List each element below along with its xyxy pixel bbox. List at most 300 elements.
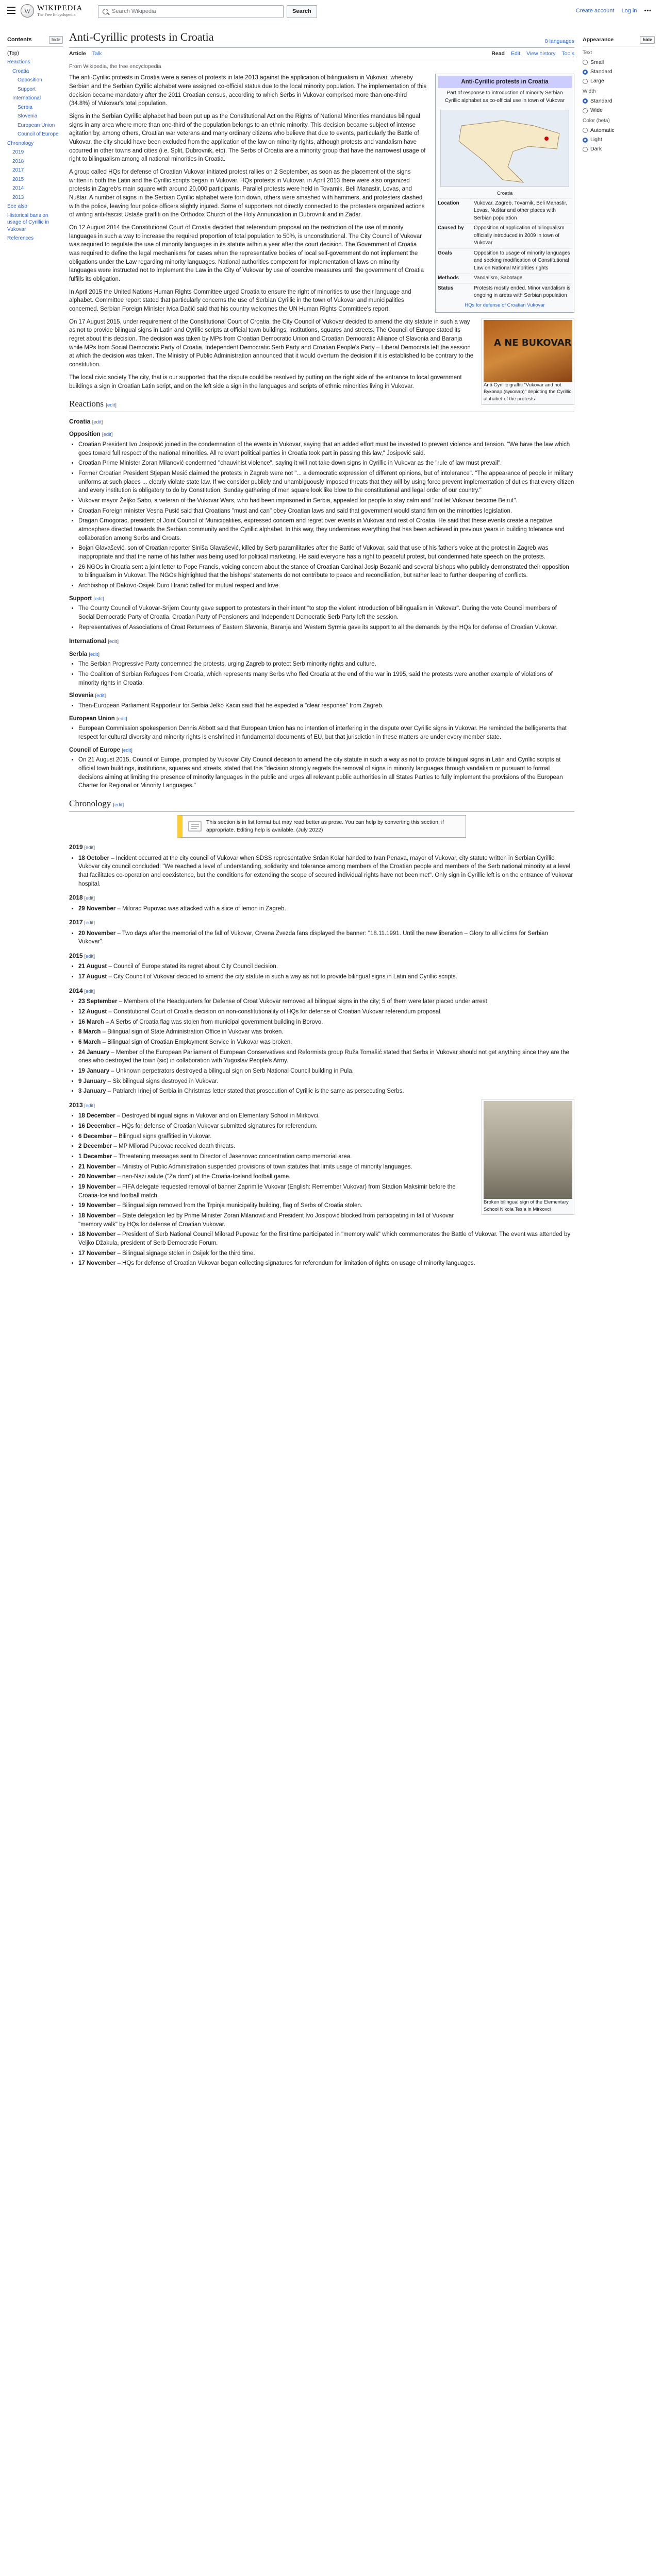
serbia-heading: Serbia [edit] bbox=[69, 651, 100, 657]
toc-item[interactable]: Chronology bbox=[7, 140, 34, 146]
serbia-heading-text: Serbia bbox=[69, 651, 88, 657]
infobox-value: Vukovar, Zagreb, Tovarnik, Beli Manastir, Lovas, Nuštar and other places with Serbian population bbox=[474, 200, 568, 221]
event-date: 20 November bbox=[78, 930, 116, 937]
eu-list bbox=[78, 724, 574, 741]
event-item bbox=[78, 997, 574, 1006]
top-bar bbox=[0, 0, 662, 23]
event-item bbox=[78, 1087, 574, 1096]
edit-link[interactable]: edit bbox=[118, 716, 126, 722]
international-heading-text: International bbox=[69, 637, 107, 645]
option-label: Dark bbox=[590, 146, 602, 152]
list-item: • 26 NGOs in Croatia sent a joint letter to Pope Francis, voicing concern about the stance of Croatian Cardinal Josip Bozanić and several bishops who publicly demonstrated their opposition to bilingualism in Vukovar. The NGOs highlighted that the bishops' statements do not contribute to peace and reconciliation, but rather lead to further deepening of conflicts. bbox=[78, 563, 574, 580]
event-text: Bilingual signs graffitied in Vukovar. bbox=[119, 1133, 212, 1140]
tab-view-history[interactable]: View history bbox=[526, 50, 556, 57]
event-text: Threatening messages sent to Director of Jasenovac concentration camp memorial area. bbox=[118, 1153, 352, 1160]
infobox-subtitle: Part of response to introduction of minority Serbian Cyrillic alphabet as co-official use in town of Vukovar bbox=[444, 90, 565, 104]
toc-item[interactable]: Reactions bbox=[7, 59, 30, 65]
event-text: FIFA delegate requested removal of banner Zaprimite Vukovar (English: Remember Vukovar) from Stadion Maksimir before the Croatia-Iceland football match. bbox=[78, 1184, 456, 1199]
list-item: • Archbishop of Đakovo-Osijek Đuro Hranić called for mutual respect and love. bbox=[78, 582, 574, 590]
event-text: Constitutional Court of Croatia decision on non-constitutionality of HQs for defense of Croatian Vukovar referendum proposal. bbox=[113, 1008, 442, 1015]
appearance-option[interactable] bbox=[583, 145, 655, 153]
event-date: 16 December bbox=[78, 1123, 115, 1129]
infobox-value: Opposition of application of bilingualism officially introduced in 2009 in town of Vukovar bbox=[474, 225, 565, 246]
tab-talk[interactable]: Talk bbox=[92, 50, 102, 57]
event-text: Bilingual signage stolen in Osijek for the third time. bbox=[122, 1250, 255, 1257]
chronology-heading-text: Chronology bbox=[69, 799, 111, 809]
appearance-option[interactable] bbox=[583, 77, 655, 85]
color-label: Color (beta) bbox=[583, 118, 610, 124]
event-item bbox=[78, 905, 574, 913]
event-text: State delegation led by Prime Minister Zoran Milanović and President Ivo Josipović blocked from participating in fall of Vukovar "memory walk" by HQs for defense of Croatian Vukovar. bbox=[78, 1213, 454, 1228]
language-selector[interactable]: 8 languages bbox=[544, 38, 574, 44]
event-item bbox=[78, 1018, 574, 1027]
width-options bbox=[583, 97, 655, 114]
event-separator: – bbox=[115, 1184, 123, 1190]
croatia-heading-text: Croatia bbox=[69, 417, 91, 425]
international-heading: International [edit] bbox=[69, 637, 119, 645]
chronology-heading: Chronology [edit] bbox=[69, 798, 574, 812]
logo-wordmark: WIKIPEDIA bbox=[37, 4, 83, 12]
event-item bbox=[78, 1077, 574, 1086]
event-date: 19 January bbox=[78, 1067, 110, 1074]
page-title bbox=[69, 29, 574, 48]
event-text: Two days after the memorial of the fall of Vukovar, Crvena Zvezda fans displayed the banner: "18.11.1991. Until the new liberation – Glory to all victims for Serbian Vukovar". bbox=[78, 930, 548, 945]
event-separator: – bbox=[112, 1143, 119, 1150]
coe-heading: Council of Europe [edit] bbox=[69, 747, 133, 753]
event-date: 20 November bbox=[78, 1174, 116, 1180]
appearance-hide-button[interactable]: hide bbox=[640, 36, 655, 44]
more-options-icon[interactable]: ••• bbox=[644, 8, 652, 14]
appearance-option[interactable] bbox=[583, 68, 655, 76]
event-text: Bilingual sign of State Administration Office in Vukovar was broken. bbox=[107, 1029, 284, 1036]
year-heading bbox=[69, 893, 574, 902]
event-separator: – bbox=[115, 1213, 123, 1219]
width-label: Width bbox=[583, 89, 596, 95]
year-heading bbox=[69, 952, 574, 960]
event-separator: – bbox=[104, 1019, 111, 1025]
event-date: 19 November bbox=[78, 1202, 116, 1209]
croatia-map-image bbox=[441, 110, 570, 188]
event-date: 24 January bbox=[78, 1049, 110, 1056]
event-separator: – bbox=[106, 1078, 113, 1084]
event-separator: – bbox=[112, 1153, 119, 1160]
event-date: 6 March bbox=[78, 1039, 101, 1045]
infobox-title: Anti-Cyrillic protests in Croatia bbox=[438, 76, 572, 88]
edit-link[interactable]: edit bbox=[85, 920, 94, 926]
list-item: • Vukovar mayor Željko Sabo, a veteran of the Vukovar Wars, who had been imprisoned in Serbia, appealed for people to stay calm and "not let Vukovar become Beirut". bbox=[78, 497, 574, 505]
radio-icon bbox=[583, 98, 588, 104]
support-heading-text: Support bbox=[69, 595, 92, 602]
event-text: Ministry of Public Administration suspended provisions of town statutes that limits usage of minority languages. bbox=[122, 1163, 412, 1170]
event-text: Incident occurred at the city council of Vukovar when SDSS representative Srđan Kolar handed to Ivan Penava, mayor of Vukovar, city statute written in Serbian Cyrillic. Vukovar city council concluded: "We reached a level of understanding, solidarity and tolerance among members of the Croatian people and members of the Serb national minority at a level that facilitates co-operation and coexistence, but the conditions for extending the scope of secured individual rights have not been met". Only sign in Cyrillic left is on the entrance of Vukovar hospital. bbox=[78, 855, 573, 887]
event-date: 19 November bbox=[78, 1184, 116, 1190]
toc-item[interactable]: 2019 bbox=[12, 149, 24, 156]
option-label: Wide bbox=[590, 107, 603, 114]
event-text: City Council of Vukovar decided to amend the city statute in such a way as not to provide bilingual signs in Latin and Cyrillic scripts. bbox=[113, 974, 457, 980]
event-separator: – bbox=[115, 1113, 122, 1120]
slovenia-heading: Slovenia [edit] bbox=[69, 692, 106, 699]
edit-link[interactable]: edit bbox=[94, 596, 103, 602]
search-input[interactable] bbox=[98, 5, 284, 18]
appearance-option[interactable] bbox=[583, 59, 655, 66]
infobox-key: Methods bbox=[438, 275, 459, 281]
broken-sign-photo[interactable] bbox=[484, 1101, 572, 1199]
support-heading: Support [edit] bbox=[69, 595, 104, 602]
infobox-row bbox=[438, 198, 572, 224]
appearance-option[interactable] bbox=[583, 107, 655, 114]
croatia-heading: Croatia [edit] bbox=[69, 417, 103, 425]
radio-icon bbox=[583, 147, 588, 152]
infobox-key: Status bbox=[438, 285, 454, 291]
event-text: A Serbs of Croatia flag was stolen from municipal government building in Borovo. bbox=[110, 1019, 323, 1025]
event-text: Bilingual sign of Croatian Employment Service in Vukovar was broken. bbox=[107, 1039, 292, 1045]
event-text: Members of the Headquarters for Defense of Croat Vukovar removed all bilingual signs in the city; 5 of them were later placed under arrest. bbox=[124, 998, 489, 1005]
event-separator: – bbox=[115, 1202, 123, 1209]
location-map[interactable] bbox=[440, 110, 569, 187]
edit-link[interactable]: edit bbox=[85, 895, 94, 902]
list-item: • The County Council of Vukovar-Srijem County gave support to protesters in their intent "to stop the violent introduction of bilingualism in Vukovar". During the vote Council members of Social Democratic Party of Croatia, Croatian Party of Pensioners and Independent Democratic Serb Party left the session. bbox=[78, 604, 574, 621]
radio-icon bbox=[583, 138, 588, 143]
event-text: HQs for defense of Croatian Vukovar began collecting signatures for referendum for limitation of rights on usage of minority languages. bbox=[122, 1260, 475, 1267]
infobox-caption[interactable]: HQs for defense of Croatian Vukovar bbox=[465, 302, 545, 308]
opposition-heading-text: Opposition bbox=[69, 431, 101, 438]
event-separator: – bbox=[107, 974, 113, 980]
event-item bbox=[78, 1230, 574, 1247]
year-heading-text: 2019 bbox=[69, 843, 83, 851]
toc-item[interactable]: 2018 bbox=[12, 158, 24, 164]
graffiti-figure bbox=[482, 318, 574, 405]
appearance-option[interactable] bbox=[583, 127, 655, 134]
list-item: • Croatian Prime Minister Zoran Milanović condemned "chauvinist violence", saying it will not take down signs in Cyrillic in Vukovar as the "rule of law must prevail". bbox=[78, 459, 574, 468]
event-date: 21 August bbox=[78, 963, 107, 970]
toc-item[interactable]: 2014 bbox=[12, 185, 24, 192]
toc-item[interactable]: See also bbox=[7, 204, 27, 210]
wikipedia-logo[interactable] bbox=[21, 4, 82, 18]
event-item bbox=[78, 1259, 574, 1268]
appearance-panel bbox=[583, 36, 655, 155]
infobox bbox=[435, 74, 574, 312]
year-events bbox=[78, 929, 574, 946]
event-separator: – bbox=[101, 1029, 108, 1036]
year-heading bbox=[69, 987, 574, 995]
toc-item[interactable]: 2013 bbox=[12, 194, 24, 200]
event-date: 12 August bbox=[78, 1008, 107, 1015]
list-item: • Bojan Glavašević, son of Croatian reporter Siniša Glavašević, killed by Serb paramilitaries after the Battle of Vukovar, said that use of his father's voice at the protest in Zagreb was inappropriate and that the name of his father was being used for political marketing. He said everyone has a right to peaceful protest, but condemned hate speech on the protests. bbox=[78, 544, 574, 561]
infobox-key: Caused by bbox=[438, 225, 464, 231]
tab-read[interactable]: Read bbox=[491, 50, 505, 57]
event-text: Council of Europe stated its regret about City Council decision. bbox=[113, 963, 278, 970]
toc-hide-button[interactable]: hide bbox=[49, 36, 63, 44]
text-size-options bbox=[583, 59, 655, 86]
globe-icon bbox=[21, 4, 34, 18]
event-text: Patriarch Irinej of Serbia in Christmas letter stated that prosecution of Cyrillic is the same as persecuting Serbs. bbox=[112, 1088, 404, 1095]
slovenia-list bbox=[78, 702, 574, 710]
graffiti-caption: Anti-Cyrillic graffiti "Vukovar and not Вуковар (вуковар)" depicting the Cyrillic alphabet of the protests bbox=[484, 382, 572, 402]
event-item bbox=[78, 973, 574, 981]
edit-link[interactable]: edit bbox=[85, 954, 94, 960]
intro-paragraph-4: On 12 August 2014 the Constitutional Court of Croatia decided that referendum proposal on the restriction of the use of minority languages in such a way to increase the required proportion of total population to 50%, is unconstitutional. The City Council of Vukovar was required to regulate the use of minority languages in its statute within a year after the court decision. The Government of Croatia was required to define the legal mechanisms for cases when the representative bodies of local self-government do not implement the obligations under the Law regarding minority languages. National authorities competent for implementation of laws on minority languages were instructed not to implement the Law in the City of Vukovar by use of coercive measures until the government of Croatia fulfills its obligation. bbox=[69, 225, 424, 283]
create-account-link[interactable]: Create account bbox=[575, 8, 615, 14]
list-item: • On 21 August 2015, Council of Europe, prompted by Vukovar City Council decision to amend the city statute in such a way as not to provide bilingual signs in Latin and Cyrillic scripts at official town buildings, institutions, squares and streets, stated that this "decision strongly regrets the removal of signs in minority languages through vandalism or pursuant to formal decisions aiming at limiting the presence of minority languages in the public and urges all relevant public authorities in all States Parties to fully implement the provisions of the European Charter for Regional or Minority Languages." bbox=[78, 756, 574, 790]
year-heading bbox=[69, 843, 574, 852]
event-date: 3 January bbox=[78, 1088, 106, 1095]
list-item: • The Serbian Progressive Party condemned the protests, urging Zagreb to protect Serb minority rights and culture. bbox=[78, 660, 574, 669]
tab-edit[interactable]: Edit bbox=[510, 50, 521, 57]
list-item: • Former Croatian President Stjepan Mesić claimed the protests in Zagreb were not "... a democratic expression of different opinions, but of intolerance". "The appearance of people in military uniforms at such places ... clearly violate state law. If we consider publicly and unambiguously imposed threats that they will by using force prevent implementation of duties that every citizen and every institution is obligatory to do by Constitution, Sunday gathering of men square look like blow to the constitutional and legal order of our country." bbox=[78, 469, 574, 495]
year-events bbox=[78, 905, 574, 913]
radio-icon bbox=[583, 60, 588, 65]
event-separator: – bbox=[109, 1067, 116, 1074]
intro-paragraph-2: Signs in the Serbian Cyrillic alphabet had been put up as the Constitutional Act on the Rights of National Minorities mandates bilingual signs in any area where more than one-third of the population belongs to an ethnic minority. This decision became subject of intense agitation by, among others, Croatian war veterans and many ordinary citizens who believe that due to events, particularly the Battle of Vukovar, the city should have been excluded from the application of the law on minority rights, although protests and vandalism have occurred in other towns and cities (i.e. Split, Dubrovnik, etc). The Serbs of Croatia are a minority group that have the narrowest usage of right to bilingualism among all national minorities in Croatia. bbox=[69, 113, 426, 163]
event-item bbox=[78, 1048, 574, 1065]
event-separator: – bbox=[115, 905, 123, 912]
infobox-key: Location bbox=[438, 200, 459, 206]
edit-section: [edit] bbox=[82, 988, 95, 994]
event-text: HQs for defense of Croatian Vukovar submitted signatures for referendum. bbox=[122, 1123, 318, 1129]
toc-item[interactable]: References bbox=[7, 235, 34, 242]
year-events bbox=[78, 997, 574, 1096]
year-events bbox=[78, 854, 574, 889]
event-separator: – bbox=[107, 963, 113, 970]
edit-link[interactable]: edit bbox=[85, 845, 94, 851]
from-wikipedia: From Wikipedia, the free encyclopedia bbox=[69, 63, 161, 70]
page-title-text: Anti-Cyrillic protests in Croatia bbox=[69, 30, 214, 43]
event-item bbox=[78, 929, 574, 946]
event-text: neo-Nazi salute ("Za dom") at the Croatia-Iceland football game. bbox=[122, 1174, 291, 1180]
event-text: Unknown perpetrators destroyed a bilingual sign on Serb National Council building in Pula. bbox=[115, 1067, 354, 1074]
option-label: Large bbox=[590, 78, 604, 84]
list-item: • Croatian President Ivo Josipović joined in the condemnation of the events in Vukovar, saying that an added effort must be invested to prevent violence and tension. "We have the law which goes toward full respect of the national minorities. All relevant political parties in Croatia took part in passing this law," Josipović said. bbox=[78, 440, 574, 457]
event-text: MP Milorad Pupovac received death threats. bbox=[119, 1143, 236, 1150]
event-separator: – bbox=[115, 1174, 123, 1180]
graffiti-photo[interactable] bbox=[484, 320, 572, 382]
vukovar-marker bbox=[544, 137, 549, 141]
event-separator: – bbox=[115, 1163, 123, 1170]
list-item: • Then-European Parliament Rapporteur for Serbia Jelko Kacin said that he expected a "clear response" from Zagreb. bbox=[78, 702, 574, 710]
event-text: President of Serb National Council Milorad Pupovac for the first time participated in "memory walk" which commemorates the Battle of Vukovar. The event was attended by Veljko Džakula, president of Serb Democratic Forum. bbox=[78, 1231, 571, 1247]
edit-link[interactable]: edit bbox=[85, 988, 94, 994]
edit-section: [edit] bbox=[82, 920, 95, 926]
radio-icon bbox=[583, 79, 588, 84]
radio-icon bbox=[583, 70, 588, 75]
opposition-heading: Opposition [edit] bbox=[69, 431, 113, 438]
toc-item[interactable]: Support bbox=[18, 86, 36, 92]
edit-link[interactable]: edit bbox=[109, 639, 118, 645]
infobox-row bbox=[438, 273, 572, 283]
infobox-row bbox=[438, 283, 572, 301]
event-separator: – bbox=[117, 998, 124, 1005]
intro-paragraph-1: The anti-Cyrillic protests in Croatia were a series of protests in late 2013 against the application of bilingualism in Vukovar, whereby Serbian and the Serbian Cyrillic alphabet were assigned co-official status due to the local minority population. The implementation of this decision became mandatory after the 2011 Croatian census, according to which Serbs in Vukovar comprised more than one-third (34.8%) of Vukovar's total population. bbox=[69, 75, 427, 107]
year-heading-text: 2015 bbox=[69, 952, 83, 960]
year-heading bbox=[69, 918, 574, 927]
tab-article[interactable]: Article bbox=[69, 50, 86, 57]
coe-heading-text: Council of Europe bbox=[69, 747, 121, 753]
edit-link[interactable]: edit bbox=[114, 802, 123, 808]
event-separator: – bbox=[106, 1088, 113, 1095]
event-text: Milorad Pupovac was attacked with a slice of lemon in Zagreb. bbox=[122, 905, 286, 912]
year-heading-text: 2013 bbox=[69, 1101, 83, 1109]
event-date: 18 October bbox=[78, 855, 110, 861]
appearance-option[interactable] bbox=[583, 136, 655, 144]
event-text: Destroyed bilingual signs in Vukovar and on Elementary School in Mirkovci. bbox=[122, 1113, 320, 1120]
support-list bbox=[78, 604, 574, 632]
log-in-link[interactable]: Log in bbox=[621, 8, 637, 14]
intro-paragraph-7: The local civic society The city, that is our supported that the dispute could be resolved by putting on the right side of the entrance to local government buildings a sign in Croatian Latin script, and on the left side a sign in the languages and scripts of ethnic minorities living in Vukovar. bbox=[69, 374, 462, 389]
main-menu-icon[interactable] bbox=[7, 7, 15, 14]
serbia-list bbox=[78, 660, 574, 687]
edit-link[interactable]: edit bbox=[90, 651, 98, 657]
event-date: 16 March bbox=[78, 1019, 104, 1025]
event-date: 1 December bbox=[78, 1153, 112, 1160]
graffiti-image bbox=[484, 320, 572, 382]
toc-item[interactable]: Slovenia bbox=[18, 113, 38, 120]
map-label: Croatia bbox=[496, 191, 513, 196]
event-item bbox=[78, 1008, 574, 1016]
edit-link[interactable]: edit bbox=[103, 432, 111, 438]
edit-link[interactable]: edit bbox=[123, 747, 131, 753]
event-date: 21 November bbox=[78, 1163, 116, 1170]
infobox-value: Vandalism, Sabotage bbox=[474, 275, 523, 281]
slovenia-heading-text: Slovenia bbox=[69, 692, 94, 699]
reactions-heading-text: Reactions bbox=[69, 399, 104, 409]
toc-title: Contents bbox=[7, 37, 32, 43]
coe-list bbox=[78, 756, 574, 790]
event-separator: – bbox=[109, 1049, 116, 1056]
event-date: 18 November bbox=[78, 1231, 116, 1238]
option-label: Standard bbox=[590, 68, 613, 75]
chronology-list bbox=[69, 843, 574, 1268]
appearance-title: Appearance bbox=[583, 37, 614, 43]
year-heading-text: 2017 bbox=[69, 919, 83, 926]
reactions-heading: Reactions [edit] bbox=[69, 398, 574, 412]
intro-paragraph-6: On 17 August 2015, under requirement of the Constitutional Court of Croatia, the City Council of Vukovar decided to amend the city statute in such a way as not to provide bilingual signs in Latin and Cyrillic scripts at official town buildings, institutions, squares and streets. The Council of Europe stated its regret about this decision. The decision was taken by MPs from Croatian Democratic Union and Croatian Democratic Alliance of Slavonia and Baranja while MPs from Social Democratic Party of Croatia, Independent Democratic Serb Party and Croatian People's Party – Liberal Democrats left the session at which the decision was taken. The Ministry of Public Administration announced that it would overturn the decision if it is established to be contrary to the constitution. bbox=[69, 318, 474, 368]
radio-icon bbox=[583, 108, 588, 113]
radio-icon bbox=[583, 128, 588, 133]
event-separator: – bbox=[112, 1133, 119, 1140]
event-separator: – bbox=[115, 930, 122, 937]
prose-notice bbox=[177, 815, 466, 838]
tab-tools[interactable]: Tools bbox=[561, 50, 574, 57]
year-events bbox=[78, 962, 574, 981]
infobox-row bbox=[438, 223, 572, 248]
event-date: 18 December bbox=[78, 1113, 115, 1120]
toc-item[interactable]: International bbox=[12, 95, 41, 101]
infobox-key: Goals bbox=[438, 250, 452, 256]
infobox-row bbox=[438, 248, 572, 274]
edit-link[interactable]: edit bbox=[107, 402, 115, 409]
edit-link[interactable]: edit bbox=[93, 419, 102, 425]
event-date: 23 September bbox=[78, 998, 118, 1005]
edit-section: [edit] bbox=[82, 954, 95, 960]
event-item bbox=[78, 962, 574, 971]
event-item bbox=[78, 1038, 574, 1047]
event-date: 8 March bbox=[78, 1029, 101, 1036]
toc-item[interactable]: Historical bans on usage of Cyrillic in Vukovar bbox=[7, 212, 49, 232]
event-date: 17 August bbox=[78, 974, 107, 980]
search-button[interactable]: Search bbox=[287, 5, 317, 18]
toc-item[interactable]: Serbia bbox=[18, 104, 32, 110]
text-size-label: Text bbox=[583, 50, 592, 56]
toc-item[interactable]: 2015 bbox=[12, 176, 24, 182]
event-item bbox=[78, 1067, 574, 1076]
event-separator: – bbox=[115, 1231, 123, 1238]
infobox-value: Protests mostly ended. Minor vandalism is ongoing in areas with Serbian population bbox=[474, 285, 571, 299]
list-item: • Dragan Crnogorac, president of Joint Council of Municipalities, expressed concern and regret over events in Vukovar and rest of Croatia. He said that these events create a negative atmosphere directed towards the Serbian community and the Cyrillic alphabet. In this way, they undermines everything that has been achieved in previous years in building tolerance and collaboration among Serbs and Croats. bbox=[78, 517, 574, 543]
search-icon bbox=[103, 9, 108, 14]
event-date: 18 November bbox=[78, 1213, 116, 1219]
event-date: 17 November bbox=[78, 1260, 116, 1267]
year-heading-text: 2018 bbox=[69, 894, 83, 902]
logo-tagline: The Free Encyclopedia bbox=[37, 12, 76, 17]
event-date: 2 December bbox=[78, 1143, 112, 1150]
broken-sign-caption: Broken bilingual sign of the Elementary School Nikola Tesla in Mirkovci bbox=[484, 1199, 569, 1212]
eu-heading: European Union [edit] bbox=[69, 715, 127, 722]
event-date: 6 December bbox=[78, 1133, 112, 1140]
year-heading-text: 2014 bbox=[69, 987, 83, 994]
opposition-list bbox=[78, 440, 574, 590]
option-label: Automatic bbox=[590, 127, 615, 133]
eu-heading-text: European Union bbox=[69, 715, 115, 722]
appearance-option[interactable] bbox=[583, 97, 655, 105]
table-of-contents bbox=[7, 36, 63, 244]
toc-item[interactable]: (Top) bbox=[7, 50, 19, 56]
event-item bbox=[78, 1028, 574, 1037]
event-item bbox=[78, 854, 574, 889]
broken-sign-figure bbox=[482, 1099, 574, 1215]
option-label: Light bbox=[590, 137, 602, 143]
color-options bbox=[583, 127, 655, 154]
toc-list bbox=[7, 50, 63, 242]
event-separator: – bbox=[115, 1123, 122, 1129]
list-item: • Croatian Foreign minister Vesna Pusić said that Croatians "must and can" obey Croatian laws and said that government would stand firm on the minorities legislation. bbox=[78, 507, 574, 516]
event-text: Bilingual sign removed from the Trpinja municipality building, flag of Serbs of Croatia stolen. bbox=[122, 1202, 363, 1209]
infobox-rows bbox=[438, 198, 572, 301]
event-separator: – bbox=[115, 1250, 123, 1257]
edit-section: [edit] bbox=[82, 895, 95, 902]
event-text: Member of the European Parliament of European Conservatives and Reformists group Ruža Tomašić stated that Serbs in Vukovar should not get anything since they are the ones who destroyed the town (sic) in collaboration with Yugoslav People's Army. bbox=[78, 1049, 569, 1064]
edit-link[interactable]: edit bbox=[96, 693, 105, 699]
option-label: Standard bbox=[590, 97, 613, 104]
toc-item[interactable]: Opposition bbox=[18, 77, 42, 83]
toc-item[interactable]: Croatia bbox=[12, 68, 29, 74]
event-item bbox=[78, 1249, 574, 1258]
event-separator: – bbox=[115, 1260, 123, 1267]
toc-item[interactable]: European Union bbox=[18, 122, 55, 128]
edit-section: [edit] bbox=[82, 1103, 95, 1109]
event-text: Six bilingual signs destroyed in Vukovar. bbox=[112, 1078, 219, 1084]
edit-section: [edit] bbox=[82, 845, 95, 851]
intro-paragraph-3: A group called HQs for defense of Croatian Vukovar initiated protest rallies on 2 September, as soon as the placement of the signs written in both the Latin and the Cyrillic scripts began in Vukovar. HQs protests in Vukovar, in April 2013 there were also organized protests in Zagreb's main square with around 20,000 participants. Parallel protests were held in Tovarnik, Beli Manastir, Lovas, and Nuštar. A number of signs in the Serbian Cyrillic alphabet were torn down, others were smashed with hammers, and protesters clashed with the police, leaving four police officers slightly injured. Some of supporters not directly connected to the protesters organized actions of writing anti-fascist Ustaše graffiti on the Orthodox Church of the Holy Annunciation in Dubrovnik and in Zadar. bbox=[69, 169, 425, 218]
event-separator: – bbox=[107, 1008, 113, 1015]
list-notice-icon bbox=[188, 820, 202, 833]
toc-item[interactable]: Council of Europe bbox=[18, 131, 59, 138]
article-content bbox=[69, 29, 574, 1271]
list-item: • The Coalition of Serbian Refugees from Croatia, which represents many Serbs who fled Croatia at the end of the war in 1995, said the protests were another example of violations of minority rights in Croatia. bbox=[78, 670, 574, 687]
personal-tools bbox=[576, 7, 652, 15]
event-date: 9 January bbox=[78, 1078, 106, 1084]
intro-paragraph-5: In April 2015 the United Nations Human Rights Committee urged Croatia to ensure the right of minorities to use their language and alphabet. Committee report stated that particularly concerns the use of Serbian Cyrillic in the town of Vukovar and municipalities concerned. Serbian Foreign Minister Ivica Dačić said that his country welcomes the UN Human Rights Committee's report. bbox=[69, 289, 411, 313]
list-item: • European Commission spokesperson Dennis Abbott said that European Union has no intention of interfering in the dispute over Cyrillic signs in Vukovar. He reminded the belligerents that respect for cultural diversity and minority rights is enshrined in fundamental documents of EU, but that jurisdiction in these matters are under every member state. bbox=[78, 724, 574, 741]
edit-link[interactable]: edit bbox=[85, 1103, 94, 1109]
event-date: 29 November bbox=[78, 905, 116, 912]
option-label: Small bbox=[590, 59, 604, 65]
search-placeholder: Search Wikipedia bbox=[112, 8, 156, 14]
event-separator: – bbox=[109, 855, 116, 861]
page-tabs bbox=[69, 50, 574, 60]
graffiti-text: A NE BUKOVAR bbox=[494, 337, 572, 348]
toc-item[interactable]: 2017 bbox=[12, 167, 24, 174]
event-separator: – bbox=[101, 1039, 108, 1045]
